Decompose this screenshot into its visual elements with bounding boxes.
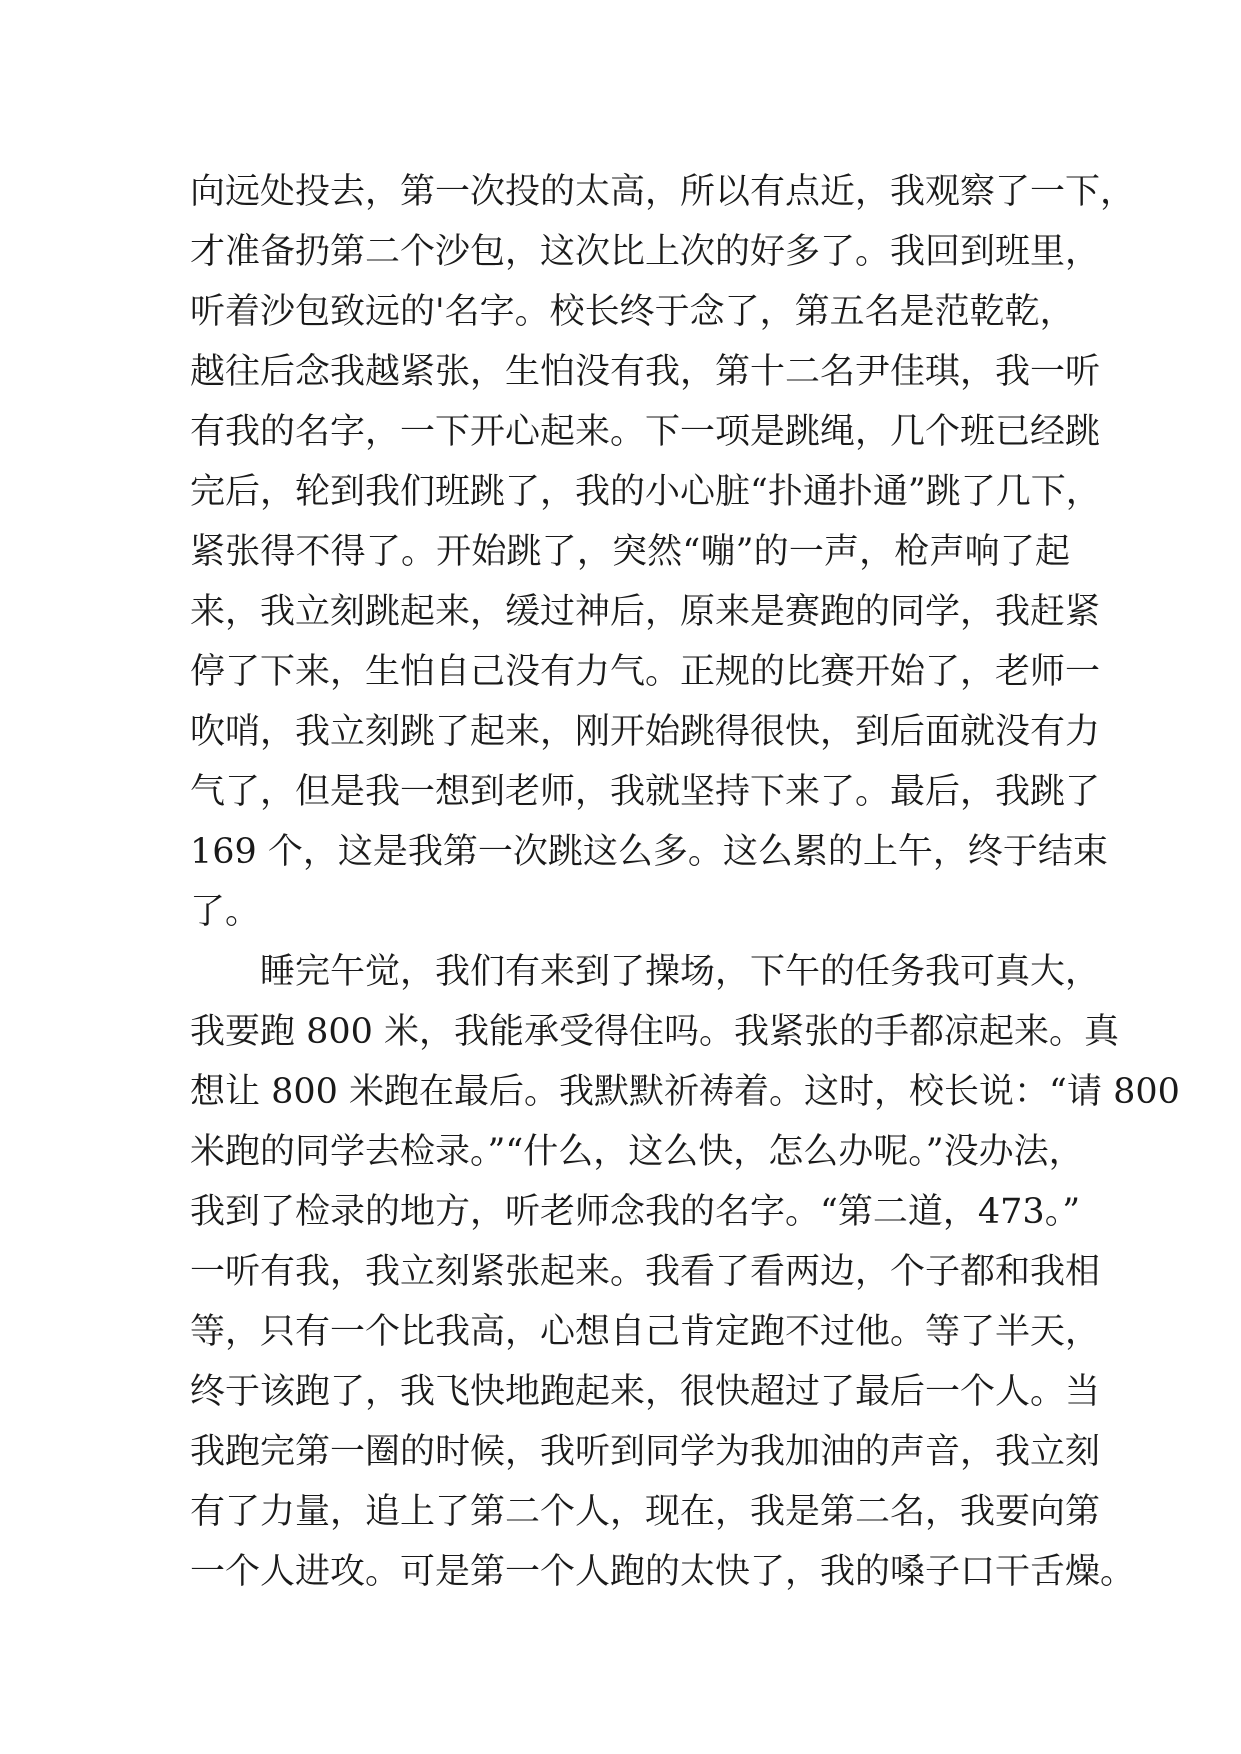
paragraph-line: 越往后念我越紧张，生怕没有我，第十二名尹佳琪，我一听 xyxy=(190,352,1101,392)
paragraph-line: 听着沙包致远的'名字。校长终于念了，第五名是范乾乾， xyxy=(190,292,1075,332)
paragraph-line: 紧张得不得了。开始跳了，突然“嘣”的一声，枪声响了起 xyxy=(190,532,1070,572)
paragraph-line: 169 个，这是我第一次跳这么多。这么累的上午，终于结束 xyxy=(190,832,1108,872)
paragraph-line: 气了，但是我一想到老师，我就坚持下来了。最后，我跳了 xyxy=(190,772,1101,812)
paragraph-line: 向远处投去，第一次投的太高，所以有点近，我观察了一下， xyxy=(190,172,1136,212)
paragraph-line: 米跑的同学去检录。”“什么，这么快，怎么办呢。”没办法， xyxy=(190,1132,1084,1172)
paragraph-line: 一个人进攻。可是第一个人跑的太快了，我的嗓子口干舌燥。 xyxy=(190,1552,1136,1592)
paragraph-line: 我跑完第一圈的时候，我听到同学为我加油的声音，我立刻 xyxy=(190,1432,1101,1472)
paragraph-line: 来，我立刻跳起来，缓过神后，原来是赛跑的同学，我赶紧 xyxy=(190,592,1101,632)
paragraph-line: 才准备扔第二个沙包，这次比上次的好多了。我回到班里， xyxy=(190,232,1101,272)
paragraph-line: 完后，轮到我们班跳了，我的小心脏“扑通扑通”跳了几下， xyxy=(190,472,1101,512)
paragraph-line: 我要跑 800 米，我能承受得住吗。我紧张的手都凉起来。真 xyxy=(190,1012,1120,1052)
paragraph-line: 有了力量，追上了第二个人，现在，我是第二名，我要向第 xyxy=(190,1492,1101,1532)
paragraph-line: 我到了检录的地方，听老师念我的名字。“第二道，473。” xyxy=(190,1192,1081,1232)
paragraph-1 xyxy=(190,162,1136,942)
paragraph-line: 终于该跑了，我飞快地跑起来，很快超过了最后一个人。当 xyxy=(190,1372,1101,1412)
paragraph-2 xyxy=(190,942,1180,1602)
paragraph-line: 一听有我，我立刻紧张起来。我看了看两边，个子都和我相 xyxy=(190,1252,1101,1292)
paragraph-line: 有我的名字，一下开心起来。下一项是跳绳，几个班已经跳 xyxy=(190,412,1101,452)
essay-body xyxy=(190,162,1180,1602)
paragraph-line: 想让 800 米跑在最后。我默默祈祷着。这时，校长说：“请 800 xyxy=(190,1072,1180,1112)
paragraph-line: 吹哨，我立刻跳了起来，刚开始跳得很快，到后面就没有力 xyxy=(190,712,1101,752)
paragraph-line: 睡完午觉，我们有来到了操场，下午的任务我可真大， xyxy=(260,952,1101,992)
paragraph-line: 了。 xyxy=(190,892,261,932)
paragraph-line: 停了下来，生怕自己没有力气。正规的比赛开始了，老师一 xyxy=(190,652,1101,692)
paragraph-line: 等，只有一个比我高，心想自己肯定跑不过他。等了半天， xyxy=(190,1312,1101,1352)
